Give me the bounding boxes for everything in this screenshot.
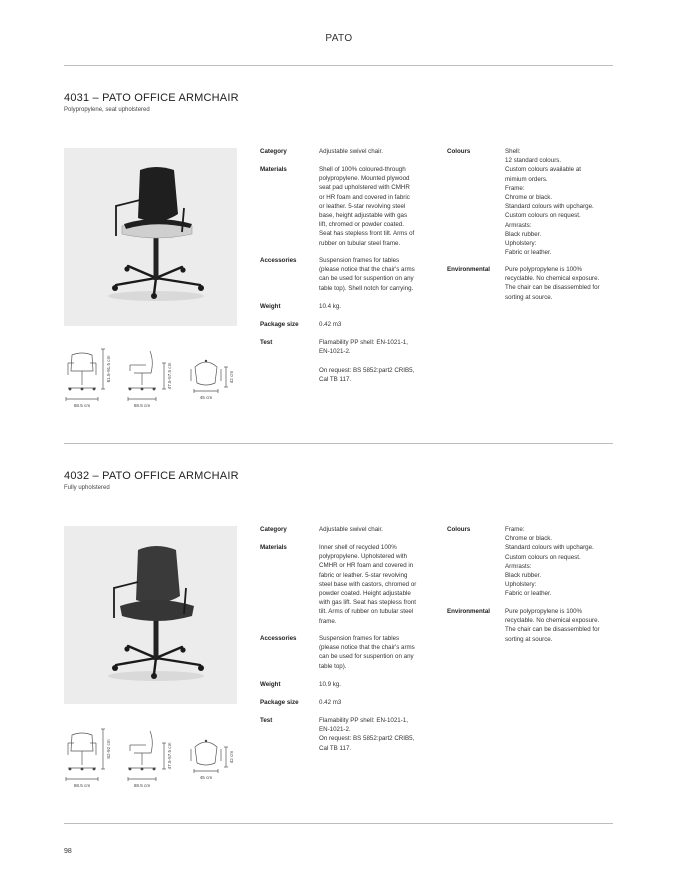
product-title: 4032 – PATO OFFICE ARMCHAIR [64,470,239,482]
spec-label-colours: Colours [447,526,471,533]
side-width-label: 68.5 cm [133,783,151,788]
front-width-label: 68.5 cm [73,783,91,788]
footer-divider [64,823,613,824]
product-subtitle: Fully upholstered [64,485,110,491]
spec-value-test: Flamability PP shell: EN-1021-1, EN-1021-2. On request: BS 5852:part2 CRIB5, Cal TB 117. [319,717,415,752]
spec-table-right [447,525,617,665]
spec-value-colours: Shell: 12 standard colours. Custom colours available at mimium orders. Frame: Chrome or black. Standard colours with upcharge. Custom colours on request. Armrasts: Black rubber. Upholstery: Fabric or leather. [505,148,594,257]
spec-value-category: Adjustable swivel chair. [319,526,383,533]
seat-height-label: 47.5-57.5 cm [167,742,172,770]
spec-value-materials: Inner shell of recycled 100% polypropylene. Upholstered with CMHR or HR foam and covered in fabric or leather. 5-star revolving steel base with castors, chromed or powder coated. Height adjustable with gas lift. Seat has stepless front tilt. Arms of rubber on tubular steel frame. [319,544,417,625]
spec-label-materials: Materials [260,166,287,173]
spec-label-colours: Colours [447,148,471,155]
top-width-label: 45 cm [199,775,213,780]
seat-height-label: 47.5-57.5 cm [167,362,172,390]
spec-value-accessories: Suspension frames for tables (please notice that the chair's arms can be used for suspention on any table top). [319,635,415,670]
spec-value-materials: Shell of 100% coloured-through polypropylene. Mounted plywood seat pad upholstered with CMHR or HR foam and covered in fabric or leather. 5-star revolving steel base, height adjustable with gas lift, chromed or powder coated. Seat has stepless front tilt. Arms of rubber on tubular steel frame. [319,166,415,247]
front-width-label: 68.5 cm [73,403,91,408]
spec-value-accessories: Suspension frames for tables (please notice that the chair's arms can be used for suspention on any table top). Shell notch for carrying. [319,257,415,292]
product-title: 4031 – PATO OFFICE ARMCHAIR [64,92,239,104]
spec-table-left [260,525,440,765]
spec-table-left [260,147,440,387]
spec-label-package-size: Package size [260,321,299,328]
spec-label-test: Test [260,717,273,724]
spec-value-colours: Frame: Chrome or black. Standard colours with upcharge. Custom colours on request. Armrasts: Black rubber. Upholstery: Fabric or leather. [505,526,594,598]
spec-label-test: Test [260,339,273,346]
spec-label-materials: Materials [260,544,287,551]
top-depth-label: 42 cm [229,750,234,764]
spec-value-weight: 10.4 kg. [319,303,342,310]
spec-label-package-size: Package size [260,699,299,706]
page-number: 98 [64,848,72,855]
spec-label-weight: Weight [260,681,281,688]
spec-value-package-size: 0.42 m3 [319,321,342,328]
spec-label-category: Category [260,148,287,155]
product-photo [64,526,237,704]
spec-value-environmental: Pure polypropylene is 100% recyclable. No chemical exposure. The chair can be disassembled for sorting at source. [505,608,600,643]
spec-label-accessories: Accessories [260,635,297,642]
spec-label-category: Category [260,526,287,533]
side-width-label: 68.5 cm [133,403,151,408]
spec-value-weight: 10.9 kg. [319,681,342,688]
product-subtitle: Polypropylene, seat upholstered [64,107,150,113]
product-photo [64,148,237,326]
spec-value-package-size: 0.42 m3 [319,699,342,706]
header-divider [64,65,613,66]
spec-value-environmental: Pure polypropylene is 100% recyclable. No chemical exposure. The chair can be disassembled for sorting at source. [505,266,600,301]
spec-label-accessories: Accessories [260,257,297,264]
section-divider [64,443,613,444]
spec-value-test: Flamability PP shell: EN-1021-1, EN-1021-2. On request: BS 5852:part2 CRIB5, Cal TB 117. [319,339,415,383]
top-width-label: 45 cm [199,395,213,400]
front-height-label: 81.5-91.5 cm [106,355,111,383]
spec-label-environmental: Environmental [447,266,490,273]
top-depth-label: 42 cm [229,370,234,384]
spec-label-weight: Weight [260,303,281,310]
spec-table-right [447,147,617,307]
spec-label-environmental: Environmental [447,608,490,615]
dimension-drawings [58,341,248,411]
front-height-label: 82-92 cm [106,739,111,759]
page-header-title: PATO [325,33,353,44]
spec-value-category: Adjustable swivel chair. [319,148,383,155]
dimension-drawings [58,721,248,791]
